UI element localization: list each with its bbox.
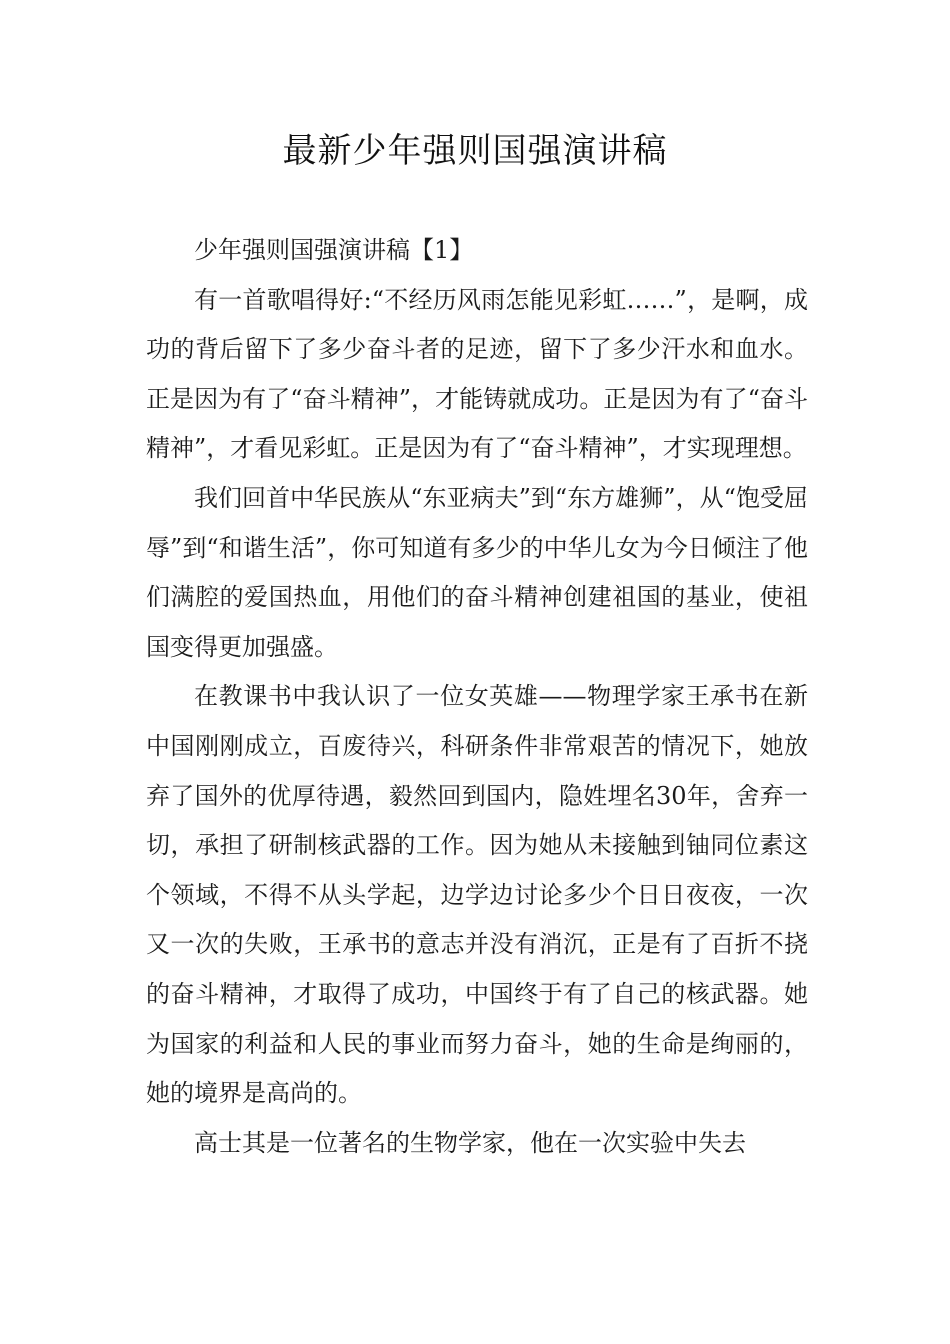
- paragraph-2: 我们回首中华民族从“东亚病夫”到“东方雄狮”，从“饱受屈辱”到“和谐生活”，你可知道有多少的中华儿女为今日倾注了他们满腔的爱国热血，用他们的奋斗精神创建祖国的基业，使祖国变得更加强盛。: [146, 483, 808, 661]
- section-heading: 少年强则国强演讲稿【1】: [194, 236, 474, 264]
- paragraph-3: 在教课书中我认识了一位女英雄——物理学家王承书在新中国刚刚成立，百废待兴，科研条件非常艰苦的情况下，她放弃了国外的优厚待遇，毅然回到国内，隐姓埋名30年，舍弃一切，承担了研制核武器的工作。因为她从未接触到铀同位素这个领域，不得不从头学起，边学边讨论多少个日日夜夜，一次又一次的失败，王承书的意志并没有消沉，正是有了百折不挠的奋斗精神，才取得了成功，中国终于有了自己的核武器。她为国家的利益和人民的事业而努力奋斗，她的生命是绚丽的，她的境界是高尚的。: [146, 682, 808, 1108]
- paragraph-1: 有一首歌唱得好:“不经历风雨怎能见彩虹……”，是啊，成功的背后留下了多少奋斗者的足迹，留下了多少汗水和血水。正是因为有了“奋斗精神”，才能铸就成功。正是因为有了“奋斗精神”，才看见彩虹。正是因为有了“奋斗精神”，才实现理想。: [146, 285, 808, 463]
- paragraph-4: 高士其是一位著名的生物学家，他在一次实验中失去: [194, 1128, 746, 1157]
- document-body: [146, 226, 808, 1168]
- document-title: 最新少年强则国强演讲稿: [282, 131, 668, 171]
